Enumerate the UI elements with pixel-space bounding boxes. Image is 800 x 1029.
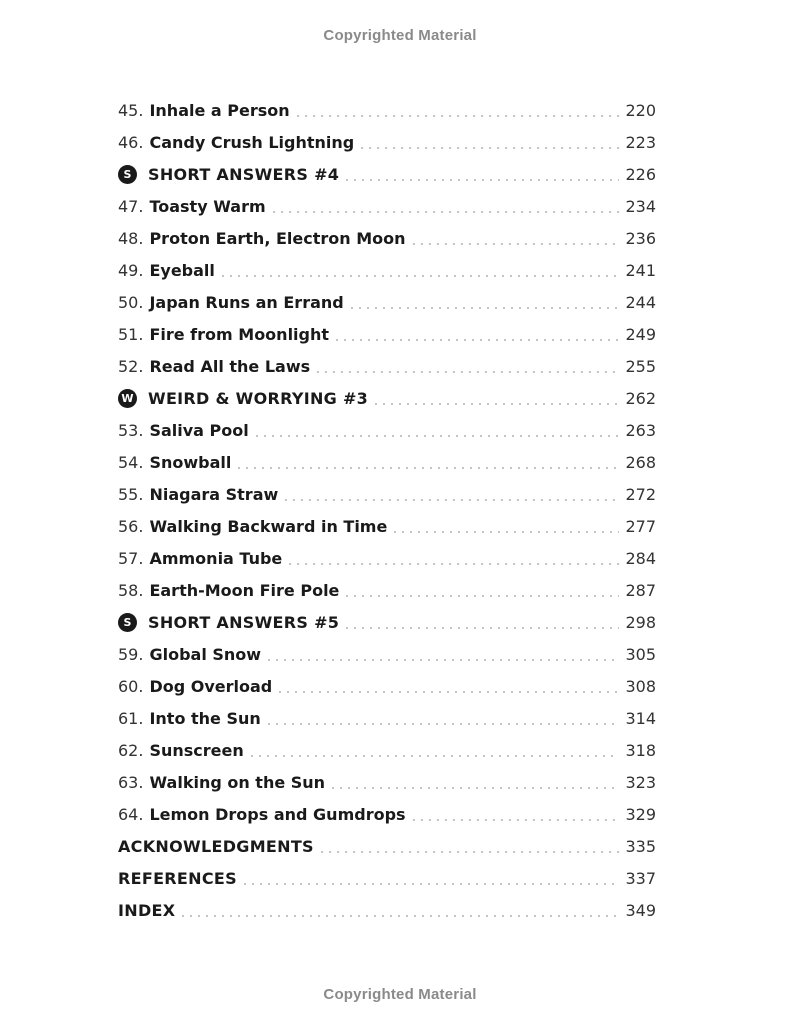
toc-entry[interactable] bbox=[118, 382, 656, 414]
toc-entry-title: Read All the Laws bbox=[149, 356, 311, 376]
toc-entry-number: 55. bbox=[118, 484, 144, 504]
toc-entry[interactable] bbox=[118, 830, 656, 862]
dot-leader bbox=[235, 467, 619, 469]
toc-entry-page-number: 255 bbox=[625, 356, 656, 376]
toc-entry-page-number: 241 bbox=[625, 260, 656, 280]
toc-entry-page-number: 323 bbox=[625, 772, 656, 792]
dot-leader bbox=[276, 691, 619, 693]
toc-entry[interactable] bbox=[118, 510, 656, 542]
dot-leader bbox=[343, 627, 619, 629]
dot-leader bbox=[241, 883, 620, 885]
toc-entry[interactable] bbox=[118, 702, 656, 734]
toc-entry-page-number: 272 bbox=[625, 484, 656, 504]
toc-entry-page-number: 329 bbox=[625, 804, 656, 824]
toc-entry-page-number: 220 bbox=[625, 100, 656, 120]
toc-entry[interactable] bbox=[118, 286, 656, 318]
toc-entry-number: 59. bbox=[118, 644, 144, 664]
toc-entry[interactable] bbox=[118, 222, 656, 254]
toc-entry-title: WEIRD & WORRYING #3 bbox=[148, 388, 369, 408]
dot-leader bbox=[270, 211, 620, 213]
toc-entry-number: 54. bbox=[118, 452, 144, 472]
toc-entry-page-number: 234 bbox=[625, 196, 656, 216]
toc-entry-page-number: 349 bbox=[625, 900, 656, 920]
toc-entry[interactable] bbox=[118, 894, 656, 926]
toc-entry[interactable] bbox=[118, 478, 656, 510]
toc-entry-title: Into the Sun bbox=[149, 708, 261, 728]
toc-entry-number: 63. bbox=[118, 772, 144, 792]
dot-leader bbox=[372, 403, 619, 405]
toc-entry-title: Ammonia Tube bbox=[149, 548, 283, 568]
toc-entry-title: SHORT ANSWERS #4 bbox=[148, 164, 340, 184]
toc-entry-title: Fire from Moonlight bbox=[149, 324, 330, 344]
toc-entry-page-number: 262 bbox=[625, 388, 656, 408]
toc-entry[interactable] bbox=[118, 574, 656, 606]
toc-entry-page-number: 263 bbox=[625, 420, 656, 440]
dot-leader bbox=[318, 851, 620, 853]
toc-entry-page-number: 314 bbox=[625, 708, 656, 728]
toc-entry[interactable] bbox=[118, 670, 656, 702]
toc-entry[interactable] bbox=[118, 318, 656, 350]
toc-entry[interactable] bbox=[118, 158, 656, 190]
toc-entry-number: 61. bbox=[118, 708, 144, 728]
dot-leader bbox=[343, 595, 619, 597]
toc-entry-title: Lemon Drops and Gumdrops bbox=[149, 804, 406, 824]
dot-leader bbox=[410, 819, 620, 821]
toc-entry-title: Proton Earth, Electron Moon bbox=[149, 228, 406, 248]
toc-entry-title: REFERENCES bbox=[118, 868, 237, 888]
toc-entry[interactable] bbox=[118, 766, 656, 798]
toc-entry-number: 49. bbox=[118, 260, 144, 280]
toc-entry-page-number: 223 bbox=[625, 132, 656, 152]
toc-entry-number: 64. bbox=[118, 804, 144, 824]
toc-entry[interactable] bbox=[118, 350, 656, 382]
toc-entry[interactable] bbox=[118, 798, 656, 830]
toc-entry-page-number: 236 bbox=[625, 228, 656, 248]
weird-worrying-icon: W bbox=[118, 389, 137, 408]
toc-entry-page-number: 226 bbox=[625, 164, 656, 184]
toc-entry-number: 53. bbox=[118, 420, 144, 440]
toc-entry-title: Candy Crush Lightning bbox=[149, 132, 355, 152]
toc-entry-number: 47. bbox=[118, 196, 144, 216]
toc-entry-title: Dog Overload bbox=[149, 676, 273, 696]
toc-entry-title: Snowball bbox=[149, 452, 232, 472]
toc-entry-page-number: 244 bbox=[625, 292, 656, 312]
toc-entry[interactable] bbox=[118, 190, 656, 222]
toc-entry[interactable] bbox=[118, 126, 656, 158]
toc-entry-title: Sunscreen bbox=[149, 740, 244, 760]
toc-entry[interactable] bbox=[118, 414, 656, 446]
short-answers-icon: S bbox=[118, 613, 137, 632]
toc-entry-title: Eyeball bbox=[149, 260, 215, 280]
toc-entry-page-number: 284 bbox=[625, 548, 656, 568]
toc-entry-title: Niagara Straw bbox=[149, 484, 279, 504]
toc-entry-number: 58. bbox=[118, 580, 144, 600]
toc-entry[interactable] bbox=[118, 638, 656, 670]
toc-entry[interactable] bbox=[118, 734, 656, 766]
toc-entry-page-number: 268 bbox=[625, 452, 656, 472]
toc-entry-title: ACKNOWLEDGMENTS bbox=[118, 836, 314, 856]
toc-entry-title: Saliva Pool bbox=[149, 420, 249, 440]
toc-entry-number: 45. bbox=[118, 100, 144, 120]
toc-entry-title: Japan Runs an Errand bbox=[149, 292, 344, 312]
toc-entry-title: Walking on the Sun bbox=[149, 772, 326, 792]
toc-entry-number: 62. bbox=[118, 740, 144, 760]
dot-leader bbox=[265, 723, 620, 725]
toc-entry-title: Toasty Warm bbox=[149, 196, 266, 216]
toc-entry[interactable] bbox=[118, 606, 656, 638]
dot-leader bbox=[329, 787, 619, 789]
toc-entry-title: Global Snow bbox=[149, 644, 262, 664]
toc-entry-number: 52. bbox=[118, 356, 144, 376]
dot-leader bbox=[253, 435, 620, 437]
table-of-contents bbox=[118, 94, 656, 926]
toc-entry-number: 57. bbox=[118, 548, 144, 568]
toc-entry-page-number: 287 bbox=[625, 580, 656, 600]
toc-entry-page-number: 249 bbox=[625, 324, 656, 344]
toc-entry-title: SHORT ANSWERS #5 bbox=[148, 612, 340, 632]
toc-entry[interactable] bbox=[118, 446, 656, 478]
toc-entry-title: Inhale a Person bbox=[149, 100, 290, 120]
dot-leader bbox=[294, 115, 620, 117]
toc-entry-title: Earth-Moon Fire Pole bbox=[149, 580, 340, 600]
dot-leader bbox=[286, 563, 619, 565]
toc-entry-title: Walking Backward in Time bbox=[149, 516, 388, 536]
toc-entry-page-number: 337 bbox=[625, 868, 656, 888]
toc-entry-page-number: 277 bbox=[625, 516, 656, 536]
toc-entry[interactable] bbox=[118, 254, 656, 286]
dot-leader bbox=[179, 915, 619, 917]
toc-entry-number: 51. bbox=[118, 324, 144, 344]
dot-leader bbox=[358, 147, 619, 149]
dot-leader bbox=[348, 307, 620, 309]
toc-entry[interactable] bbox=[118, 862, 656, 894]
toc-entry-number: 48. bbox=[118, 228, 144, 248]
watermark-bottom: Copyrighted Material bbox=[323, 986, 477, 1003]
dot-leader bbox=[343, 179, 619, 181]
toc-entry-page-number: 308 bbox=[625, 676, 656, 696]
toc-entry-title: INDEX bbox=[118, 900, 176, 920]
toc-entry-page-number: 335 bbox=[625, 836, 656, 856]
dot-leader bbox=[333, 339, 619, 341]
watermark-top: Copyrighted Material bbox=[323, 27, 477, 44]
dot-leader bbox=[265, 659, 619, 661]
toc-entry-number: 50. bbox=[118, 292, 144, 312]
dot-leader bbox=[314, 371, 619, 373]
toc-entry-number: 46. bbox=[118, 132, 144, 152]
dot-leader bbox=[282, 499, 619, 501]
toc-entry-number: 56. bbox=[118, 516, 144, 536]
dot-leader bbox=[410, 243, 620, 245]
toc-entry[interactable] bbox=[118, 542, 656, 574]
dot-leader bbox=[248, 755, 620, 757]
toc-entry-page-number: 318 bbox=[625, 740, 656, 760]
short-answers-icon: S bbox=[118, 165, 137, 184]
dot-leader bbox=[219, 275, 620, 277]
toc-entry-page-number: 298 bbox=[625, 612, 656, 632]
toc-entry-number: 60. bbox=[118, 676, 144, 696]
dot-leader bbox=[391, 531, 619, 533]
toc-entry-page-number: 305 bbox=[625, 644, 656, 664]
toc-entry[interactable] bbox=[118, 94, 656, 126]
